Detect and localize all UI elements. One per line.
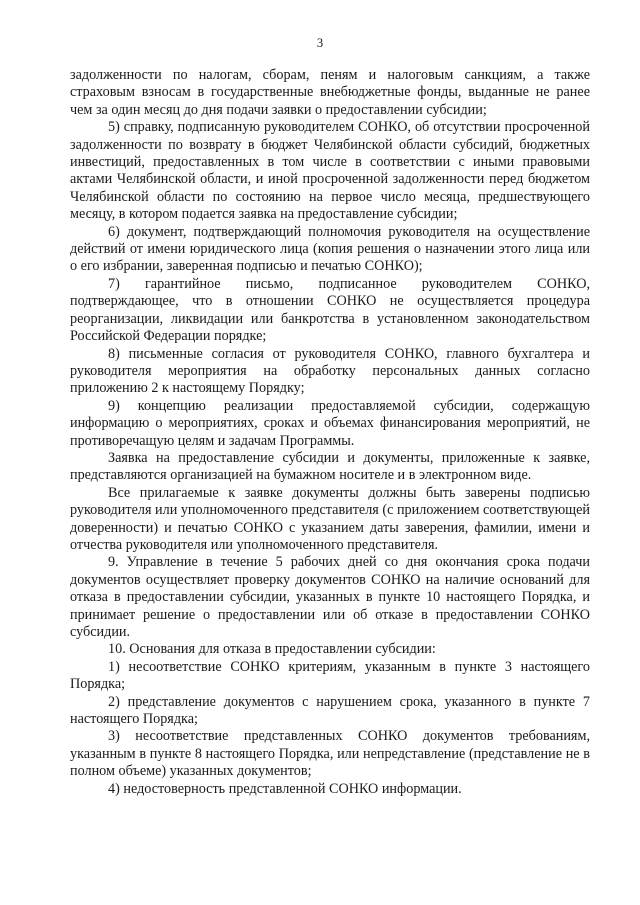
paragraph-reason-3: 3) несоответствие представленных СОНКО документов требованиям, указанным в пункте 8 настоящего Порядка, или непредставление (представление не в полном объеме) указанных документов; <box>70 728 590 780</box>
paragraph-item-5: 5) справку, подписанную руководителем СОНКО, об отсутствии просроченной задолженности по возврату в бюджет Челябинской области субсидий, бюджетных инвестиций, предоставленных в том числе в соответствии с иными правовыми актами Челябинской области, и иной просроченной задолженности перед бюджетом Челябинской области по состоянию на первое число месяца, предшествующего месяцу, в котором подается заявка на предоставление субсидии; <box>70 119 590 223</box>
paragraph-certification: Все прилагаемые к заявке документы должны быть заверены подписью руководителя или уполномоченного представителя (с приложением соответствующей доверенности) и печатью СОНКО с указанием даты заверения, фамилии, имени и отчества руководителя или уполномоченного представителя. <box>70 484 590 553</box>
paragraph-submission-format: Заявка на предоставление субсидии и документы, приложенные к заявке, представляются организацией на бумажном носителе и в электронном виде. <box>70 449 590 484</box>
paragraph-reason-4: 4) недостоверность представленной СОНКО информации. <box>108 780 462 797</box>
paragraph-section-9: 9. Управление в течение 5 рабочих дней со дня окончания срока подачи документов осуществляет проверку документов СОНКО на наличие оснований для отказа в предоставлении субсидии, указанных в пункте 10 настоящего Порядка, и принимает решение о предоставлении или об отказе в предоставлении СОНКО субсидии. <box>70 554 590 640</box>
paragraph-item-9: 9) концепцию реализации предоставляемой субсидии, содержащую информацию о мероприятиях, сроках и объемах финансирования мероприятий, не противоречащую целям и задачам Программы. <box>70 397 590 449</box>
paragraph-section-10: 10. Основания для отказа в предоставлении субсидии: <box>108 641 436 658</box>
page-number: 3 <box>316 36 324 50</box>
document-body <box>70 67 590 798</box>
paragraph-reason-2: 2) представление документов с нарушением срока, указанного в пункте 7 настоящего Порядка; <box>70 693 590 728</box>
paragraph-item-6: 6) документ, подтверждающий полномочия руководителя на осуществление действий от имени юридического лица (копия решения о назначении этого лица или о его избрании, заверенная подписью и печатью СОНКО); <box>70 223 590 275</box>
paragraph-item-7: 7) гарантийное письмо, подписанное руководителем СОНКО, подтверждающее, что в отношении СОНКО не осуществляется процедура реорганизации, ликвидации или банкротства в установленном законодательством Российской Федерации порядке; <box>70 275 590 345</box>
paragraph-continuation: задолженности по налогам, сборам, пеням и налоговым санкциям, а также страховым взносам в государственные внебюджетные фонды, выданные не ранее чем за один месяц до дня подачи заявки о предоставлении субсидии; <box>70 67 590 118</box>
paragraph-item-8: 8) письменные согласия от руководителя СОНКО, главного бухгалтера и руководителя мероприятия на обработку персональных данных согласно приложению 2 к настоящему Порядку; <box>70 345 590 397</box>
paragraph-reason-1: 1) несоответствие СОНКО критериям, указанным в пункте 3 настоящего Порядка; <box>70 658 590 693</box>
